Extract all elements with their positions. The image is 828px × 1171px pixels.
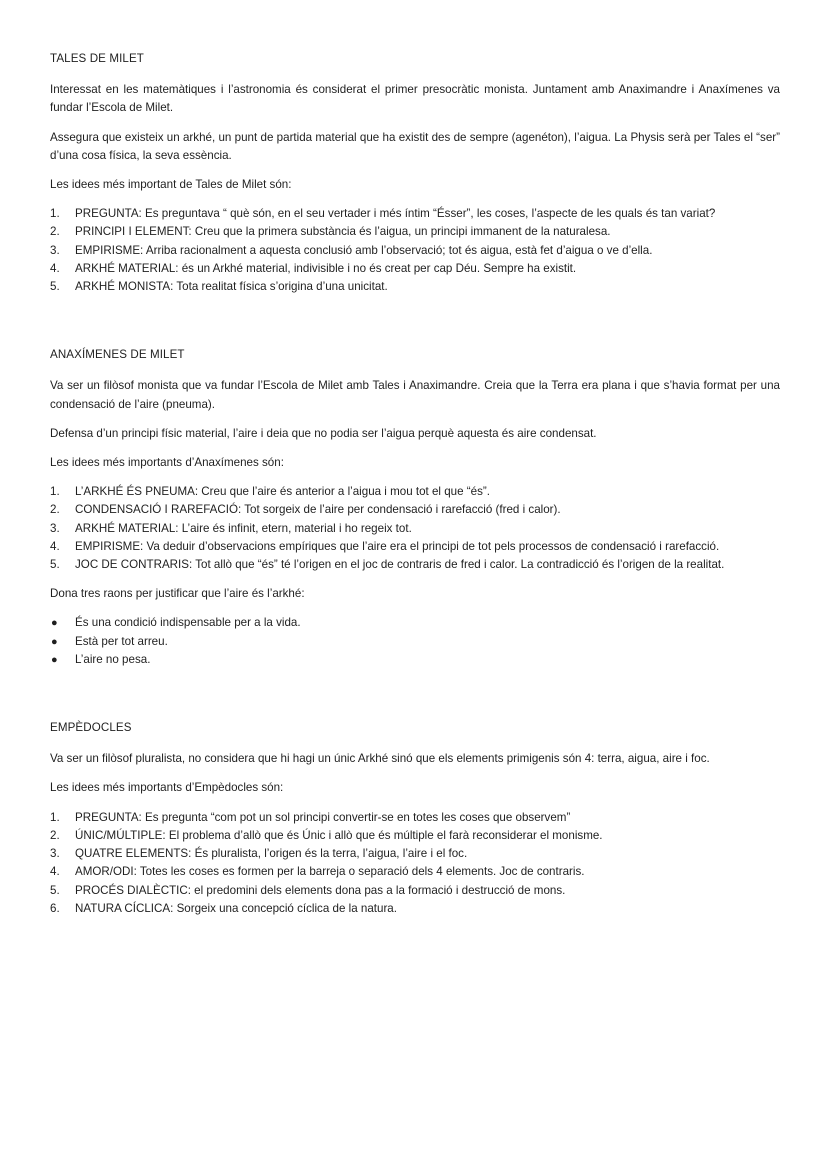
list-number: 1. xyxy=(50,207,60,221)
bullet-item-text: L’aire no pesa. xyxy=(75,652,151,666)
list-item xyxy=(50,483,780,501)
list-item-text: EMPIRISME: Va deduir d’observacions empíriques que l’aire era el principi de tot pels processos de condensació i rarefacció. xyxy=(75,539,720,553)
list-number: 3. xyxy=(50,521,60,535)
list-number: 5. xyxy=(50,558,60,572)
section-anaximenes xyxy=(50,346,780,669)
section-heading: EMPÈDOCLES xyxy=(50,721,132,735)
list-number: 5. xyxy=(50,883,60,897)
section-heading: TALES DE MILET xyxy=(50,52,144,65)
list-number: 4. xyxy=(50,865,60,879)
list-item xyxy=(50,556,780,574)
list-item-text: PREGUNTA: Es pregunta “com pot un sol principi convertir-se en totes les coses que observem” xyxy=(75,810,571,824)
list-item-text: NATURA CÍCLICA: Sorgeix una concepció cíclica de la natura. xyxy=(75,901,397,915)
list-item-text: CONDENSACIÓ I RAREFACIÓ: Tot sorgeix de l’aire per condensació i rarefacció (fred i calor). xyxy=(75,503,561,517)
list-number: 4. xyxy=(50,261,60,275)
paragraph: Les idees més importants d’Empèdocles són: xyxy=(50,781,284,795)
section-spacer xyxy=(50,307,780,346)
list-item-text: ÚNIC/MÚLTIPLE: El problema d’allò que és Únic i allò que és múltiple el farà reconsiderar el monisme. xyxy=(75,828,603,842)
list-number: 4. xyxy=(50,539,60,553)
bullet-item-text: És una condició indispensable per a la vida. xyxy=(75,616,301,630)
list-item-text: QUATRE ELEMENTS: És pluralista, l’origen és la terra, l’aigua, l’aire i el foc. xyxy=(75,847,468,861)
list-item xyxy=(50,260,780,278)
section-spacer xyxy=(50,680,780,719)
list-item xyxy=(50,501,780,519)
bullet-icon: ● xyxy=(51,617,58,630)
bullet-icon: ● xyxy=(51,635,58,648)
list-number: 2. xyxy=(50,225,60,239)
bullet-item xyxy=(50,614,780,632)
bullet-item xyxy=(50,651,780,669)
list-number: 2. xyxy=(50,503,60,517)
paragraph: Les idees més important de Tales de Milet són: xyxy=(50,178,292,192)
list-item xyxy=(50,827,780,845)
list-item-text: PRINCIPI I ELEMENT: Creu que la primera substància és l’aigua, un principi immanent de la naturalesa. xyxy=(75,225,611,239)
list-item xyxy=(50,863,780,881)
list-item xyxy=(50,538,780,556)
list-item-text: EMPIRISME: Arriba racionalment a aquesta conclusió amb l’observació; tot és aigua, està fet d’aigua o ve d’ella. xyxy=(75,243,653,257)
list-item xyxy=(50,882,780,900)
section-tales xyxy=(50,50,780,296)
list-item xyxy=(50,242,780,260)
list-number: 1. xyxy=(50,485,60,499)
list-item xyxy=(50,205,780,223)
paragraph: Defensa d’un principi físic material, l’aire i deia que no podia ser l’aigua perquè aquesta és aire condensat. xyxy=(50,426,597,440)
list-number: 6. xyxy=(50,901,60,915)
bullet-icon: ● xyxy=(51,653,58,666)
list-item-text: PREGUNTA: Es preguntava “ què són, en el seu vertader i més íntim “Ésser”, les coses, l’aspecte de les quals és tan variat? xyxy=(75,207,716,221)
list-number: 2. xyxy=(50,828,60,842)
list-item-text: PROCÉS DIALÈCTIC: el predomini dels elements dona pas a la formació i destrucció de mons. xyxy=(75,883,566,897)
numbered-list xyxy=(50,205,780,296)
list-item xyxy=(50,809,780,827)
list-number: 1. xyxy=(50,810,60,824)
section-empedocles xyxy=(50,719,780,918)
paragraph: Assegura que existeix un arkhé, un punt de partida material que ha existit des de sempre (agenéton), l’aigua. La Physis serà per Tales el “ser” d’una cosa física, la seva essència. xyxy=(50,130,780,162)
bullet-list xyxy=(50,614,780,669)
paragraph: Va ser un filòsof pluralista, no considera que hi hagi un únic Arkhé sinó que els elements primigenis són 4: terra, aigua, aire i foc. xyxy=(50,752,710,766)
list-item xyxy=(50,845,780,863)
paragraph: Va ser un filòsof monista que va fundar l’Escola de Milet amb Tales i Anaximandre. Creia que la Terra era plana i que s’havia format per una condensació de l’aire (pneuma). xyxy=(50,379,780,411)
list-item-text: ARKHÉ MATERIAL: L’aire és infinit, etern, material i ho regeix tot. xyxy=(75,521,412,535)
list-item xyxy=(50,520,780,538)
numbered-list xyxy=(50,483,780,574)
list-item xyxy=(50,278,780,296)
list-number: 3. xyxy=(50,243,60,257)
list-item-text: L’ARKHÉ ÉS PNEUMA: Creu que l’aire és anterior a l’aigua i mou tot el que “és”. xyxy=(75,485,490,499)
list-item-text: ARKHÉ MONISTA: Tota realitat física s’origina d’una unicitat. xyxy=(75,280,388,294)
list-item xyxy=(50,900,780,918)
list-item xyxy=(50,223,780,241)
list-number: 3. xyxy=(50,847,60,861)
bullet-item-text: Està per tot arreu. xyxy=(75,634,168,648)
paragraph: Dona tres raons per justificar que l’aire és l’arkhé: xyxy=(50,587,305,601)
document-page xyxy=(50,50,780,929)
numbered-list xyxy=(50,809,780,918)
paragraph: Interessat en les matemàtiques i l’astronomia és considerat el primer presocràtic monista. Juntament amb Anaximandre i Anaxímenes va fundar l’Escola de Milet. xyxy=(50,83,780,115)
list-item-text: JOC DE CONTRARIS: Tot allò que “és” té l’origen en el joc de contraris de fred i calor. La contradicció és l’origen de la realitat. xyxy=(75,558,725,572)
list-item-text: ARKHÉ MATERIAL: és un Arkhé material, indivisible i no és creat per cap Déu. Sempre ha existit. xyxy=(75,261,577,275)
section-heading: ANAXÍMENES DE MILET xyxy=(50,348,185,362)
bullet-item xyxy=(50,633,780,651)
list-number: 5. xyxy=(50,280,60,294)
list-item-text: AMOR/ODI: Totes les coses es formen per la barreja o separació dels 4 elements. Joc de contraris. xyxy=(75,865,585,879)
paragraph: Les idees més importants d’Anaxímenes són: xyxy=(50,456,284,470)
